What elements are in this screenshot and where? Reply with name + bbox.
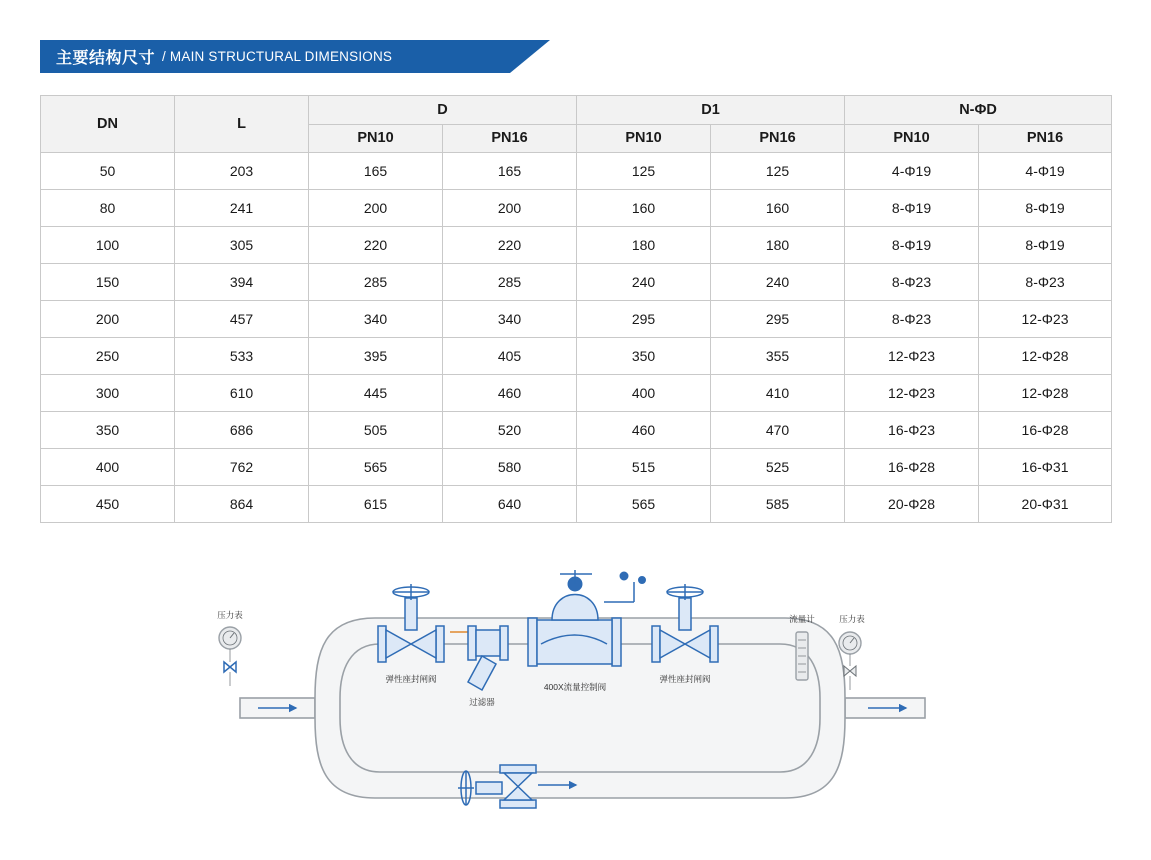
cell-d1-pn10: 160 [577,190,711,227]
cell-d1-pn16: 295 [711,301,845,338]
cell-l: 864 [175,486,309,523]
cell-nd-pn16: 16-Φ31 [979,449,1112,486]
cell-l: 203 [175,153,309,190]
banner-titles [56,40,392,73]
cell-nd-pn10: 12-Φ23 [845,375,979,412]
cell-nd-pn10: 8-Φ23 [845,301,979,338]
cell-nd-pn10: 8-Φ19 [845,227,979,264]
cell-d-pn10: 165 [309,153,443,190]
table-row [41,153,1112,190]
table-row [41,227,1112,264]
cell-d1-pn16: 525 [711,449,845,486]
cell-nd-pn10: 8-Φ19 [845,190,979,227]
cell-nd-pn10: 4-Φ19 [845,153,979,190]
table-row [41,338,1112,375]
cell-d1-pn10: 565 [577,486,711,523]
cell-dn: 80 [41,190,175,227]
header-l: L [175,96,309,153]
cell-d1-pn16: 240 [711,264,845,301]
cell-d1-pn16: 410 [711,375,845,412]
banner-wedge [510,40,550,73]
table-row [41,486,1112,523]
cell-d-pn10: 615 [309,486,443,523]
header-d: D [309,96,577,125]
table-row [41,301,1112,338]
cell-d-pn16: 200 [443,190,577,227]
cell-d-pn16: 220 [443,227,577,264]
cell-nd-pn10: 12-Φ23 [845,338,979,375]
cell-d-pn10: 445 [309,375,443,412]
cell-dn: 450 [41,486,175,523]
header-nphid: N-ΦD [845,96,1112,125]
label-pressure-gauge-right: 压力表 [839,614,865,624]
cell-d-pn16: 340 [443,301,577,338]
cell-nd-pn16: 12-Φ28 [979,338,1112,375]
cell-l: 241 [175,190,309,227]
cell-d-pn16: 285 [443,264,577,301]
cell-l: 305 [175,227,309,264]
table-body [41,153,1112,523]
cell-nd-pn16: 16-Φ28 [979,412,1112,449]
cell-d-pn10: 285 [309,264,443,301]
cell-d1-pn10: 460 [577,412,711,449]
table-row [41,449,1112,486]
cell-dn: 100 [41,227,175,264]
cell-d-pn10: 395 [309,338,443,375]
header-d1-pn10: PN10 [577,124,711,153]
label-gate-valve-left: 弹性座封闸阀 [385,674,437,684]
section-title-en: / MAIN STRUCTURAL DIMENSIONS [162,49,393,64]
dimensions-table [40,95,1112,523]
label-flow-meter: 流量计 [789,614,815,624]
cell-d1-pn10: 400 [577,375,711,412]
header-nd-pn10: PN10 [845,124,979,153]
cell-d1-pn16: 585 [711,486,845,523]
cell-d1-pn16: 470 [711,412,845,449]
header-d1-pn16: PN16 [711,124,845,153]
table-header-row-groups [41,96,1112,125]
cell-d-pn10: 565 [309,449,443,486]
label-main-valve: 400X流量控制阀 [543,682,607,692]
cell-d1-pn10: 125 [577,153,711,190]
cell-dn: 50 [41,153,175,190]
cell-d1-pn16: 125 [711,153,845,190]
cell-dn: 350 [41,412,175,449]
cell-dn: 150 [41,264,175,301]
cell-d1-pn10: 240 [577,264,711,301]
cell-nd-pn10: 8-Φ23 [845,264,979,301]
cell-l: 686 [175,412,309,449]
header-d-pn16: PN16 [443,124,577,153]
table-row [41,190,1112,227]
label-strainer: 过滤器 [469,697,495,707]
table-head [41,96,1112,153]
cell-d-pn16: 165 [443,153,577,190]
cell-d1-pn10: 180 [577,227,711,264]
cell-nd-pn16: 12-Φ28 [979,375,1112,412]
cell-nd-pn16: 8-Φ23 [979,264,1112,301]
cell-nd-pn16: 4-Φ19 [979,153,1112,190]
table-row [41,264,1112,301]
cell-nd-pn10: 16-Φ28 [845,449,979,486]
header-d1: D1 [577,96,845,125]
cell-nd-pn10: 20-Φ28 [845,486,979,523]
cell-l: 610 [175,375,309,412]
cell-d-pn16: 460 [443,375,577,412]
pressure-gauge-left [217,610,243,686]
header-nd-pn16: PN16 [979,124,1112,153]
cell-d1-pn10: 350 [577,338,711,375]
cell-d-pn16: 640 [443,486,577,523]
cell-l: 457 [175,301,309,338]
cell-dn: 200 [41,301,175,338]
label-gate-valve-right: 弹性座封闸阀 [659,674,711,684]
cell-d-pn10: 340 [309,301,443,338]
section-banner [40,40,550,73]
cell-d-pn10: 200 [309,190,443,227]
dimensions-table-wrap [40,95,1111,523]
cell-dn: 400 [41,449,175,486]
cell-l: 533 [175,338,309,375]
cell-nd-pn16: 8-Φ19 [979,190,1112,227]
cell-d1-pn16: 355 [711,338,845,375]
cell-l: 394 [175,264,309,301]
cell-d-pn16: 405 [443,338,577,375]
cell-d-pn10: 505 [309,412,443,449]
cell-nd-pn16: 12-Φ23 [979,301,1112,338]
cell-dn: 300 [41,375,175,412]
label-pressure-gauge-left: 压力表 [217,610,243,620]
cell-d-pn16: 520 [443,412,577,449]
cell-d1-pn10: 515 [577,449,711,486]
cell-d1-pn16: 180 [711,227,845,264]
cell-l: 762 [175,449,309,486]
header-dn: DN [41,96,175,153]
installation-diagram [200,540,960,840]
header-d-pn10: PN10 [309,124,443,153]
table-row [41,375,1112,412]
cell-nd-pn16: 20-Φ31 [979,486,1112,523]
cell-d-pn10: 220 [309,227,443,264]
cell-dn: 250 [41,338,175,375]
section-title-cn: 主要结构尺寸 [56,50,156,67]
cell-d1-pn10: 295 [577,301,711,338]
cell-d-pn16: 580 [443,449,577,486]
table-row [41,412,1112,449]
cell-d1-pn16: 160 [711,190,845,227]
cell-nd-pn10: 16-Φ23 [845,412,979,449]
cell-nd-pn16: 8-Φ19 [979,227,1112,264]
